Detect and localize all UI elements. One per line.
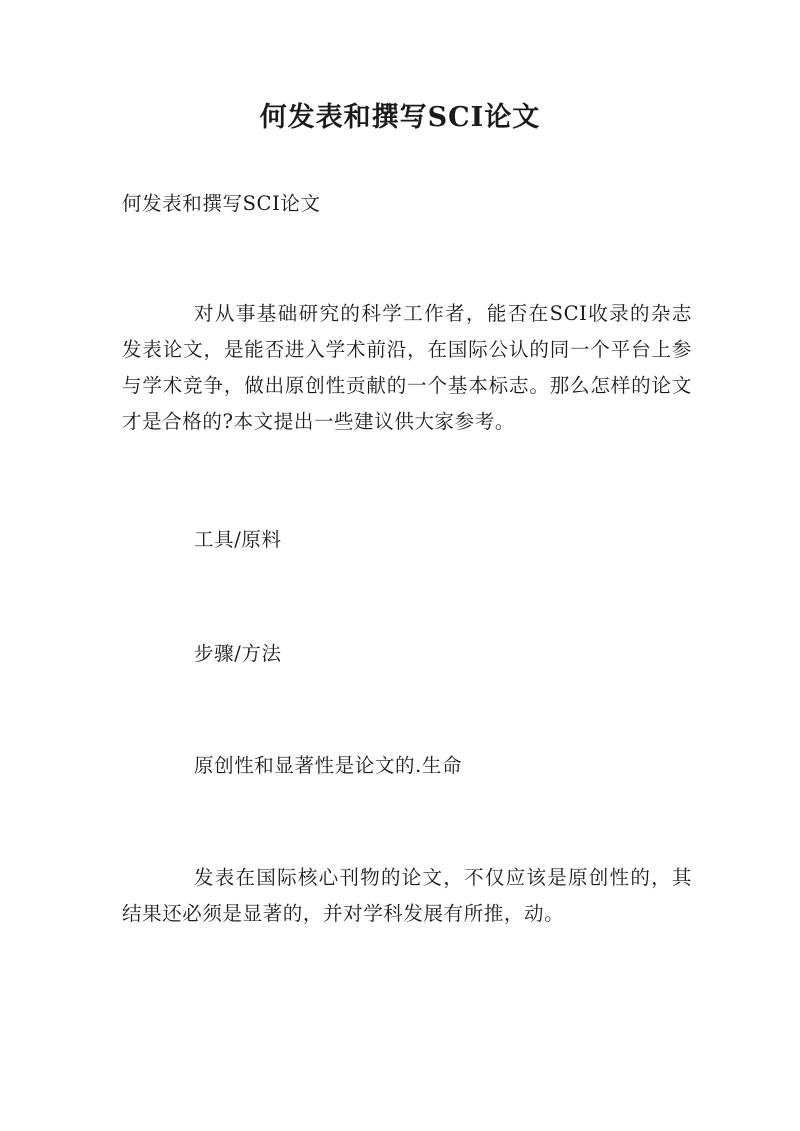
steps-heading: 步骤/方法 [194,642,282,665]
page-title: 何发表和撰写SCI论文 [259,102,541,133]
tools-heading: 工具/原料 [194,528,282,551]
subtitle-line: 何发表和撰写SCI论文 [122,192,321,215]
step1-heading: 原创性和显著性是论文的.生命 [194,754,463,777]
step1-paragraph: 发表在国际核心刊物的论文，不仅应该是原创性的，其结果还必须是显著的，并对学科发展有所推，动。 [122,866,692,925]
intro-paragraph: 对从事基础研究的科学工作者，能否在SCI收录的杂志发表论文，是能否进入学术前沿，在国际公认的同一个平台上参与学术竞争，做出原创性贡献的一个基本标志。那么怎样的论文才是合格的?本文提出一些建议供大家参考。 [122,302,692,433]
